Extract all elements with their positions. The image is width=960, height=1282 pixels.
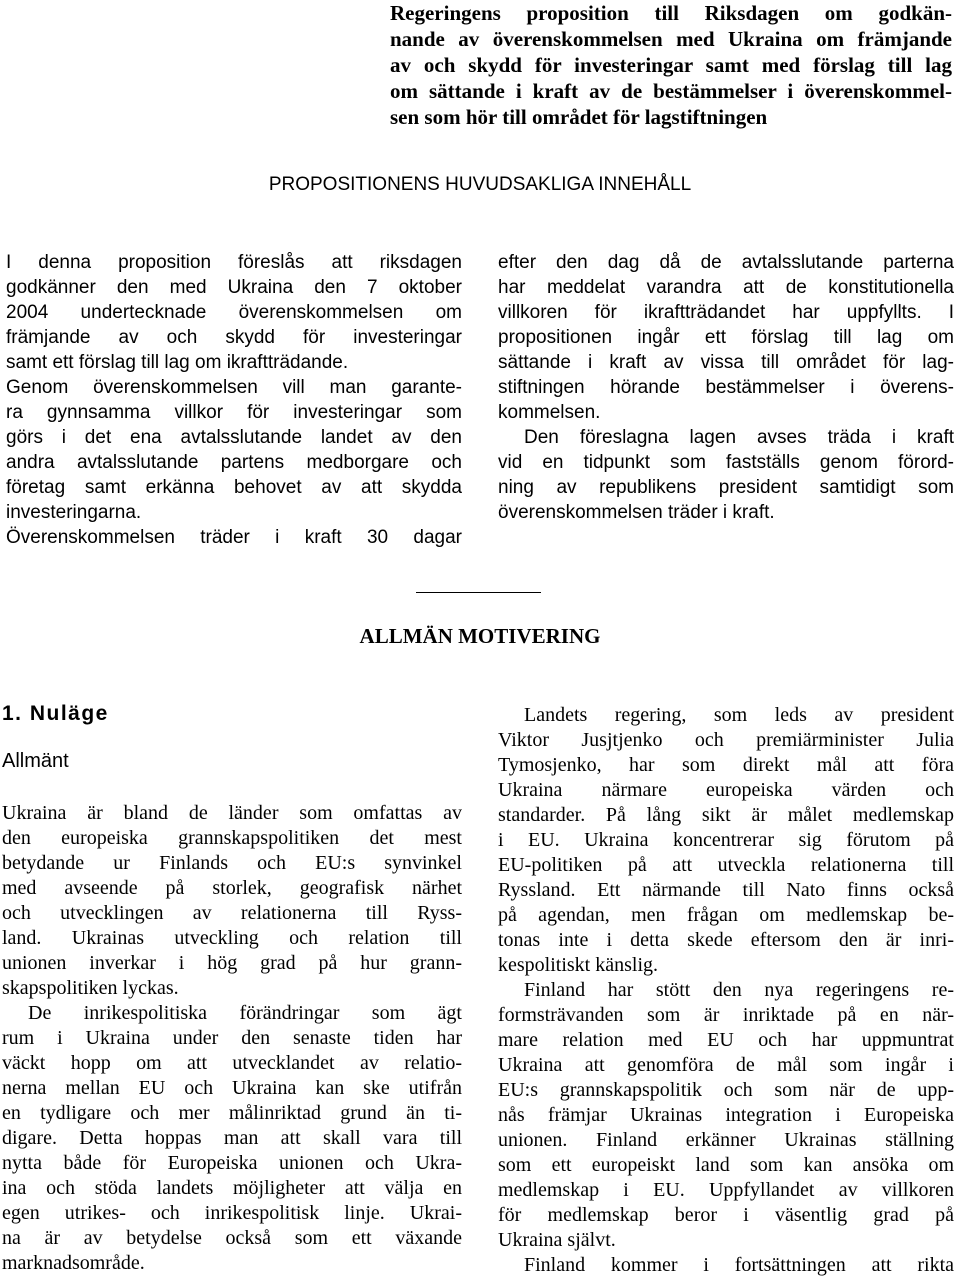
text-line: för medlemskap beror i väsentlig grad på xyxy=(498,1204,954,1226)
text-line: propositionen ingår ett förslag till lag om xyxy=(498,327,954,348)
text-line: överenskommelsen träder i kraft. xyxy=(498,502,775,523)
text-line: en tydligare och mer målinriktad grund än ti- xyxy=(2,1102,462,1124)
text-line: ina och stöda landets möjligheter att välja en xyxy=(2,1177,462,1199)
text-line: Finland har stött den nya regeringens re- xyxy=(524,979,954,1001)
text-line: med avseende på storlek, geografisk närhet xyxy=(2,877,462,899)
text-line: Genom överenskommelsen vill man garante- xyxy=(6,377,462,398)
summary-left-column xyxy=(6,250,462,550)
body-left-column xyxy=(2,801,462,1276)
text-line: kespolitiskt känslig. xyxy=(498,954,658,976)
title-line: nande av överenskommelsen med Ukraina om främjande xyxy=(390,27,952,51)
text-line: som ett europeiskt land som kan ansöka om xyxy=(498,1154,954,1176)
text-line: Tymosjenko, har som direkt mål att föra xyxy=(498,754,954,776)
text-line: Viktor Jusjtjenko och premiärminister Julia xyxy=(498,729,954,751)
text-line: ning av republikens president samtidigt som xyxy=(498,477,954,498)
text-line: unionen. Finland erkänner Ukrainas ställning xyxy=(498,1129,954,1151)
text-line: mare relation med EU och har uppmuntrat xyxy=(498,1029,954,1051)
text-line: egen utrikes- och inrikespolitisk linje. Ukrai- xyxy=(2,1202,462,1224)
text-line: Ukraina är bland de länder som omfattas av xyxy=(2,802,462,824)
text-line: Ukraina att genomföra de mål som ingår i xyxy=(498,1054,954,1076)
body-right-column xyxy=(498,703,954,1278)
text-line: EU-politiken på att utveckla relationerna till xyxy=(498,854,954,876)
text-line: digare. Detta hoppas man att skall vara till xyxy=(2,1127,462,1149)
summary-heading: PROPOSITIONENS HUVUDSAKLIGA INNEHÅLL xyxy=(268,174,692,195)
text-line: tonas inte i detta skede eftersom den är inri- xyxy=(498,929,954,951)
text-line: I denna proposition föreslås att riksdagen xyxy=(6,252,462,273)
text-line: 2004 undertecknade överenskommelsen om xyxy=(6,302,462,323)
text-line: De inrikespolitiska förändringar som ägt xyxy=(28,1002,462,1024)
text-line: stiftningen hörande bestämmelser i överens- xyxy=(498,377,954,398)
text-line: standarder. På lång sikt är målet medlemskap xyxy=(498,804,954,826)
text-line: samt ett förslag till lag om ikraftträdande. xyxy=(6,352,349,373)
text-line: investeringarna. xyxy=(6,502,142,523)
text-line: nås främjar Ukrainas integration i Europeiska xyxy=(498,1104,954,1126)
text-line: betydande ur Finlands och EU:s synvinkel xyxy=(2,852,462,874)
section-divider xyxy=(416,592,541,593)
text-line: och utvecklingen av relationerna till Ryss- xyxy=(2,902,462,924)
text-line: formsträvanden som är inriktade på en när- xyxy=(498,1004,954,1026)
proposition-title xyxy=(390,0,952,130)
title-line: sen som hör till området för lagstiftningen xyxy=(390,105,768,129)
text-line: rum i Ukraina under den senaste tiden har xyxy=(2,1027,462,1049)
text-line: nytta både för Europeiska unionen och Ukra- xyxy=(2,1152,462,1174)
section-title: 1. Nuläge xyxy=(2,702,109,725)
text-line: nerna mellan EU och Ukraina kan ske utifrån xyxy=(2,1077,462,1099)
text-line: vid en tidpunkt som fastställs genom förord- xyxy=(498,452,954,473)
text-line: sättande i kraft av vissa till området för lag- xyxy=(498,352,954,373)
text-line: na är av betydelse också som ett växande xyxy=(2,1227,462,1249)
motivation-heading: ALLMÄN MOTIVERING xyxy=(359,624,601,648)
text-line: kommelsen. xyxy=(498,402,601,423)
text-line: EU:s grannskapspolitik och som när de upp- xyxy=(498,1079,954,1101)
text-line: godkänner den med Ukraina den 7 oktober xyxy=(6,277,462,298)
text-line: efter den dag då de avtalsslutande parterna xyxy=(498,252,954,273)
text-line: marknadsområde. xyxy=(2,1252,145,1274)
text-line: väckt hopp om att utvecklandet av relatio- xyxy=(2,1052,462,1074)
text-line: görs i det ena avtalsslutande landet av den xyxy=(6,427,462,448)
text-line: företag samt erkänna behovet av att skydda xyxy=(6,477,462,498)
text-line: på agendan, men frågan om medlemskap be- xyxy=(498,904,954,926)
text-line: främjande av och skydd för investeringar xyxy=(6,327,462,348)
summary-right-column xyxy=(498,250,954,525)
title-line: av och skydd för investeringar samt med förslag till lag xyxy=(390,53,952,77)
text-line: andra avtalsslutande partens medborgare och xyxy=(6,452,462,473)
text-line: den europeiska grannskapspolitiken det mest xyxy=(2,827,462,849)
title-line: om sättande i kraft av de bestämmelser i överenskommel- xyxy=(390,79,952,103)
text-line: i EU. Ukraina koncentrerar sig förutom på xyxy=(498,829,954,851)
text-line: skapspolitiken lyckas. xyxy=(2,977,179,999)
text-line: Landets regering, som leds av president xyxy=(524,704,954,726)
text-line: unionen inverkar i hög grad på hur grann- xyxy=(2,952,462,974)
subsection-title: Allmänt xyxy=(2,750,69,772)
text-line: har meddelat varandra att de konstitutionella xyxy=(498,277,954,298)
text-line: Ryssland. Ett närmande till Nato finns också xyxy=(498,879,954,901)
text-line: Den föreslagna lagen avses träda i kraft xyxy=(524,427,954,448)
text-line: ra gynnsamma villkor för investeringar som xyxy=(6,402,462,423)
text-line: Finland kommer i fortsättningen att rikta xyxy=(524,1254,954,1276)
text-line: land. Ukrainas utveckling och relation till xyxy=(2,927,462,949)
title-line: Regeringens proposition till Riksdagen om godkän- xyxy=(390,1,952,25)
text-line: medlemskap i EU. Uppfyllandet av villkoren xyxy=(498,1179,954,1201)
text-line: Ukraina närmare europeiska värden och xyxy=(498,779,954,801)
text-line: Överenskommelsen träder i kraft 30 dagar xyxy=(6,527,462,548)
text-line: villkoren för ikraftträdandet har uppfyllts. I xyxy=(498,302,954,323)
text-line: Ukraina självt. xyxy=(498,1229,616,1251)
